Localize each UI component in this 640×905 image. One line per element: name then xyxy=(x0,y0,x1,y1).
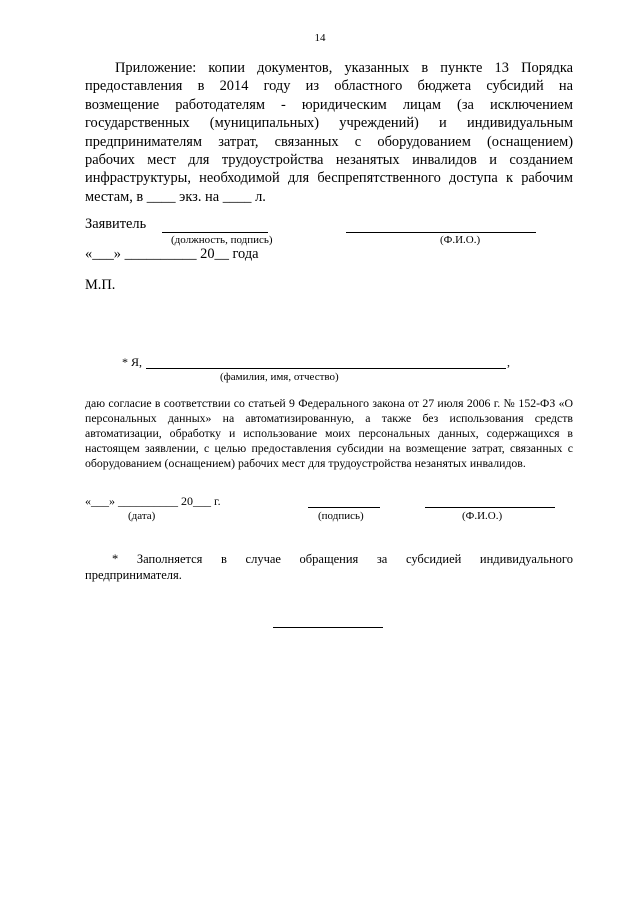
appendix-line: предпринимателям затрат, связанных с оборудованием (оснащением) xyxy=(85,133,573,150)
consent-fio-line xyxy=(425,507,555,508)
applicant-fio-line xyxy=(346,232,536,233)
appendix-line: Приложение: копии документов, указанных в пункте 13 Порядка xyxy=(115,60,573,76)
appendix-paragraph xyxy=(85,59,573,206)
consent-line: даю согласие в соответствии со статьей 9 Федерального закона от 27 июля 2006 г. № 152-ФЗ «О xyxy=(85,396,573,410)
position-signature-line xyxy=(162,232,268,233)
full-name-caption: (фамилия, имя, отчество) xyxy=(220,371,339,383)
page-number: 14 xyxy=(314,32,326,44)
footnote-line: предпринимателя. xyxy=(85,568,182,582)
consent-line: настоящем заявлении, с целью предоставления субсидии на возмещение затрат, связанных с xyxy=(85,441,573,456)
signature-caption: (подпись) xyxy=(318,510,364,522)
position-signature-caption: (должность, подпись) xyxy=(171,234,273,246)
appendix-line: возмещение работодателям - юридическим лицам (за исключением xyxy=(85,96,573,113)
consent-comma: , xyxy=(507,355,510,369)
consent-fio-caption: (Ф.И.О.) xyxy=(462,510,503,522)
date-caption: (дата) xyxy=(128,510,156,522)
appendix-line: государственных (муниципальных) учреждений) и индивидуальным xyxy=(85,115,573,132)
consent-line: персональных данных» на автоматизированную, а также без использования средств xyxy=(85,411,573,426)
applicant-date-line: «___» __________ 20__ года xyxy=(85,246,259,262)
applicant-fio-caption: (Ф.И.О.) xyxy=(440,234,481,246)
signature-line xyxy=(308,507,380,508)
full-name-line xyxy=(146,368,506,369)
consent-line: автоматизации, обработку и использование моих персональных данных, содержащихся в xyxy=(85,426,573,441)
footnote xyxy=(85,551,573,583)
consent-paragraph xyxy=(85,396,573,471)
consent-line: оборудованием (оснащением) рабочих мест для трудоустройства незанятых инвалидов. xyxy=(85,456,526,471)
applicant-label: Заявитель xyxy=(85,216,147,232)
appendix-line: предоставления в 2014 году из областного бюджета субсидий на xyxy=(85,78,573,95)
end-separator-line xyxy=(273,627,383,628)
appendix-line: рабочих мест для трудоустройства незанятых инвалидов и созданием xyxy=(85,152,573,169)
appendix-line: инфраструктуры, необходимой для беспрепятственного доступа к рабочим xyxy=(85,170,573,187)
consent-prefix: * Я, xyxy=(122,355,143,369)
appendix-line: местам, в ____ экз. на ____ л. xyxy=(85,188,266,205)
stamp-label: М.П. xyxy=(85,277,116,293)
consent-date-line: «___» __________ 20___ г. xyxy=(85,494,221,508)
footnote-line: * Заполняется в случае обращения за субсидией индивидуального xyxy=(112,552,573,566)
